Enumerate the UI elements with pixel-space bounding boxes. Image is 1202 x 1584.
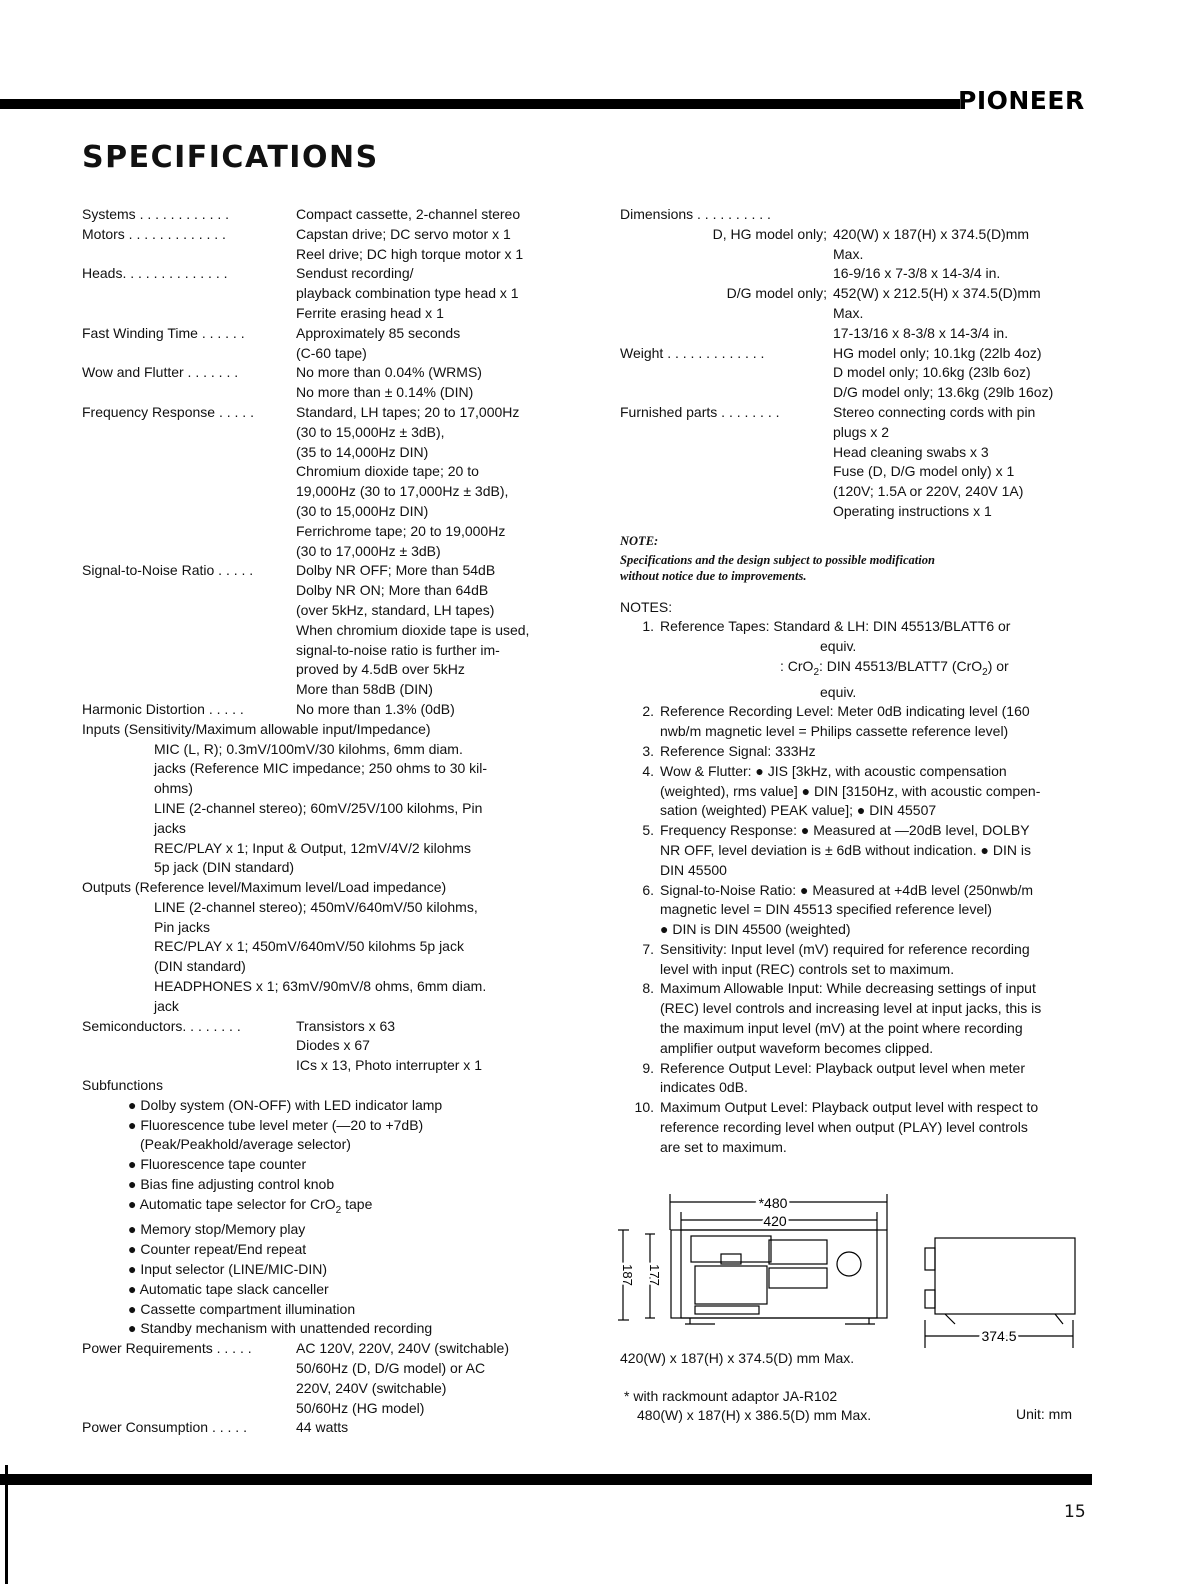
spec-semiconductors: Semiconductors. . . . . . . . Transistors x 63 Diodes x 67 ICs x 13, Photo interrupter x 1 (82, 1017, 482, 1074)
note-item-3: 3. Reference Signal: 333Hz (642, 742, 816, 759)
dim-420-label: 420 (763, 1213, 787, 1229)
note-item-7: 7. Sensitivity: Input level (mV) required for reference recording level with input (REC) controls set to maximum. (642, 940, 1030, 977)
spec-weight: Weight . . . . . . . . . . . . . HG model only; 10.1kg (22lb 4oz) D model only; 10.6kg (23lb 6oz) D/G model only; 13.6kg (29lb 16oz) (620, 344, 1054, 401)
dim-177-label: 177 (647, 1264, 662, 1286)
spec-systems: Systems . . . . . . . . . . . . Compact cassette, 2-channel stereo (82, 206, 521, 222)
spec-power-requirements: Power Requirements . . . . . AC 120V, 220V, 240V (switchable) 50/60Hz (D, D/G model) or AC 220V, 240V (switchable) 50/60Hz (HG model) (82, 1340, 509, 1416)
spec-motors: Motors . . . . . . . . . . . . . Capstan drive; DC servo motor x 1 Reel drive; DC high torque motor x 1 (82, 225, 524, 262)
spec-inputs-heading: Inputs (Sensitivity/Maximum allowable input/Impedance) (82, 720, 431, 737)
spec-power-consumption: Power Consumption . . . . . 44 watts (82, 1419, 349, 1436)
spec-outputs: LINE (2-channel stereo); 450mV/640mV/50 kilohms, Pin jacks REC/PLAY x 1; 450mV/640mV/50 kilohms 5p jack (DIN standard) HEADPHONES x 1; 63mV/90mV/8 ohms, 6mm diam. jack (154, 898, 487, 1014)
specs-right-column (620, 205, 1092, 1158)
spec-dimensions-label: Dimensions . . . . . . . . . . (620, 206, 771, 222)
spec-dimensions-hg: D, HG model only; 420(W) x 187(H) x 374.5(D)mm Max. 16-9/16 x 7-3/8 x 14-3/4 in. (712, 225, 1030, 282)
spec-subfunctions-heading: Subfunctions (82, 1077, 163, 1094)
spec-heads: Heads. . . . . . . . . . . . . . Sendust recording/ playback combination type head x 1 Ferrite erasing head x 1 (82, 265, 519, 321)
bottom-rule (0, 1474, 1092, 1485)
note-text-2: without notice due to improvements. (620, 568, 807, 583)
binding-line (5, 1465, 8, 1584)
note-item-5: 5. Frequency Response: ● Measured at —20dB level, DOLBY NR OFF, level deviation is ± 6dB without indication. ● DIN is DIN 45500 (642, 822, 1031, 878)
spec-fast-winding: Fast Winding Time . . . . . . Approximately 85 seconds (C-60 tape) (82, 324, 461, 361)
note-item-8: 8. Maximum Allowable Input: While decreasing settings of input (REC) level controls and increasing level at input jacks, this is the maximum input level (mV) at the point where recording amplifier output waveform becomes clipped. (642, 980, 1042, 1056)
note-item-1: 1. Reference Tapes: Standard & LH: DIN 45513/BLATT6 or equiv. : CrO$_2$: DIN 45513/BLATT7 (CrO$_2$) or equiv. (642, 618, 1011, 700)
spec-snr: Signal-to-Noise Ratio . . . . . Dolby NR OFF; More than 54dB Dolby NR ON; More than 64dB (over 5kHz, standard, LH tapes) When chromium dioxide tape is used, signal-to-noise ratio is further im- proved by 4.5dB over 5kHz More than 58dB (DIN) (82, 562, 530, 698)
note-item-6: 6. Signal-to-Noise Ratio: ● Measured at +4dB level (250nwb/m magnetic level = DIN 45513 specified reference level) ● DIN is DIN 45500 (weighted) (642, 881, 1034, 938)
spec-inputs: MIC (L, R); 0.3mV/100mV/30 kilohms, 6mm diam. jacks (Reference MIC impedance; 250 ohms to 30 kil- ohms) LINE (2-channel stereo); 60mV/25V/100 kilohms, Pin jacks REC/PLAY x 1; Input & Output, 12mV/4V/2 kilohms 5p jack (DIN standard) (154, 740, 488, 876)
page-number: 15 (1064, 1502, 1086, 1522)
page-title: SPECIFICATIONS (82, 140, 379, 175)
brand-logo: PIONEER (958, 86, 1085, 115)
rackmount-dimensions: 480(W) x 187(H) x 386.5(D) mm Max. (637, 1407, 872, 1423)
sub-tape-selector: ● Automatic tape selector for CrO$_2$ tape (128, 1195, 373, 1216)
top-rule (0, 99, 960, 109)
dim-3745-label: 374.5 (981, 1328, 1017, 1344)
rackmount-note: * with rackmount adaptor JA-R102 (624, 1388, 838, 1404)
dimension-caption: 420(W) x 187(H) x 374.5(D) mm Max. (620, 1350, 855, 1366)
spec-wow-flutter: Wow and Flutter . . . . . . . No more than 0.04% (WRMS) No more than ± 0.14% (DIN) (82, 364, 482, 401)
note-item-10: 10. Maximum Output Level: Playback output level with respect to reference recording level when output (PLAY) level controls are set to maximum. (634, 1099, 1039, 1155)
note-item-9: 9. Reference Output Level: Playback output level when meter indicates 0dB. (642, 1059, 1025, 1096)
front-view (618, 1194, 887, 1324)
spec-outputs-heading: Outputs (Reference level/Maximum level/Load impedance) (82, 879, 447, 896)
note-item-2: 2. Reference Recording Level: Meter 0dB indicating level (160 nwb/m magnetic level = Philips cassette reference level) (642, 703, 1030, 740)
dim-480-label: *480 (758, 1195, 788, 1211)
unit-label: Unit: mm (1016, 1406, 1072, 1422)
specs-left-column (82, 205, 562, 1438)
spec-frequency-response: Frequency Response . . . . . Standard, LH tapes; 20 to 17,000Hz (30 to 15,000Hz ± 3dB), (35 to 14,000Hz DIN) Chromium dioxide tape; 20 to 19,000Hz (30 to 17,000Hz ± 3dB), (30 to 15,000Hz DIN) Ferrichrome tape; 20 to 19,000Hz (30 to 17,000Hz ± 3dB) (82, 403, 520, 559)
notes-list (620, 617, 1092, 1157)
note-text-1: Specifications and the design subject to possible modification (620, 552, 935, 567)
notes-heading: NOTES: (620, 598, 673, 615)
note-item-4: 4. Wow & Flutter: ● JIS [3kHz, with acoustic compensation (weighted), rms value] ● DIN [3150Hz, with acoustic compen- sation (weighted) PEAK value]; ● DIN 45507 (642, 762, 1041, 819)
spec-subfunctions: ● Dolby system (ON-OFF) with LED indicator lamp ● Fluorescence tube level meter (—20 to +7dB) (Peak/Peakhold/average selector) ● Fluorescence tape counter ● Bias fine adjusting control knob ● Automatic tape selector for CrO$_2$ tape ● Memory stop/Memory play ● Counter repeat/End repeat ● Input selector (LINE/MIC-DIN) ● Automatic tape slack canceller ● Cassette compartment illumination ● Standby mechanism with unattended recording (82, 1096, 562, 1339)
note-heading: NOTE: (620, 533, 659, 548)
dim-187-label: 187 (620, 1264, 635, 1286)
spec-furnished-parts: Furnished parts . . . . . . . . Stereo connecting cords with pin plugs x 2 Head cleaning swabs x 3 Fuse (D, D/G model only) x 1 (120V; 1.5A or 220V, 240V 1A) Operating instructions x 1 (620, 403, 1036, 519)
spec-dimensions-dg: D/G model only; 452(W) x 212.5(H) x 374.5(D)mm Max. 17-13/16 x 8-3/8 x 14-3/4 in. (726, 285, 1041, 341)
spec-harmonic-distortion: Harmonic Distortion . . . . . No more than 1.3% (0dB) (82, 700, 455, 717)
